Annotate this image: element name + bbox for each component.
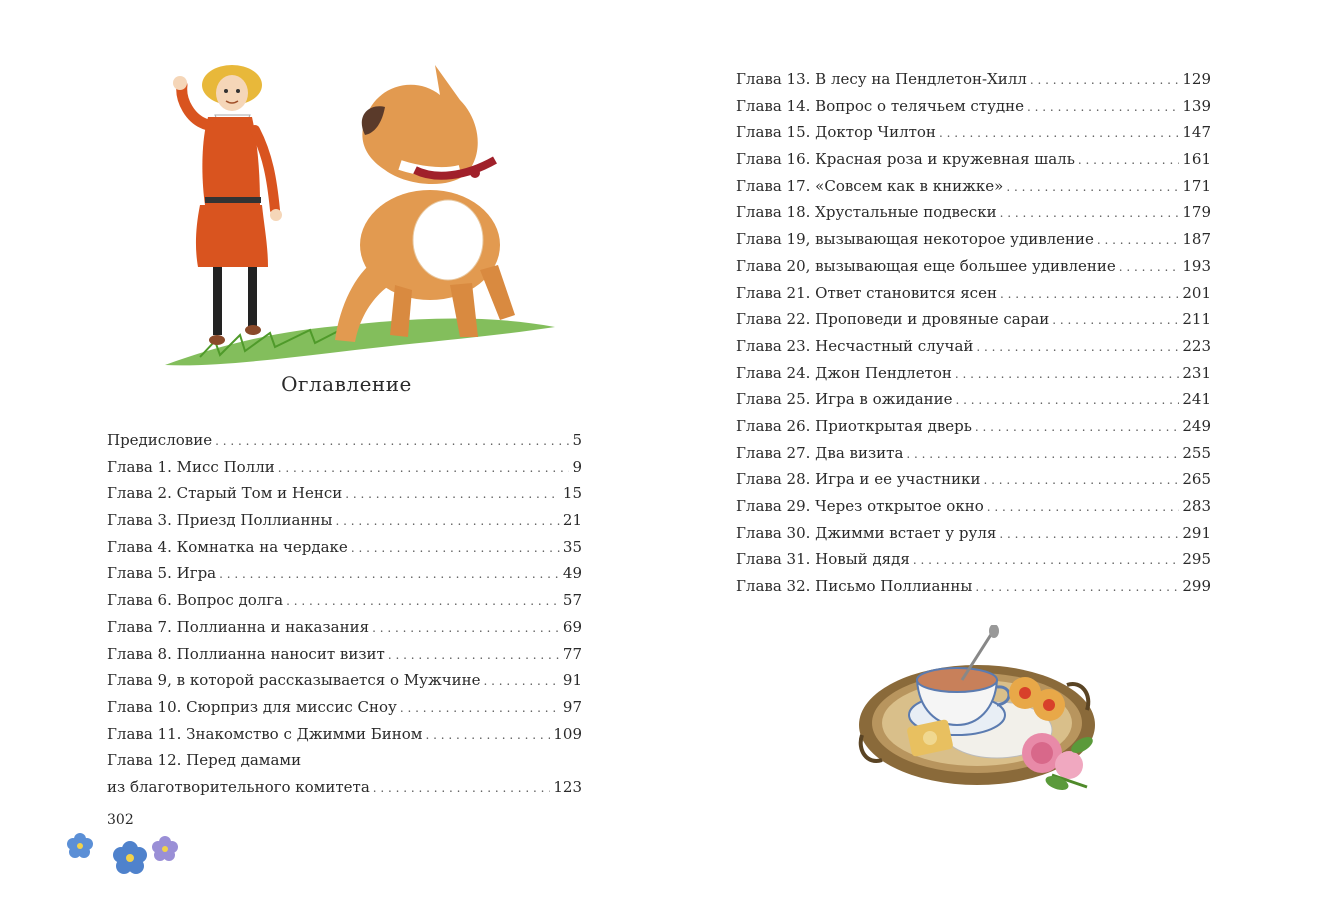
toc-entry-page: 123	[553, 777, 582, 796]
toc-leader-dots	[983, 467, 1179, 493]
toc-entry-label: Глава 19, вызывающая некоторое удивление	[736, 230, 1094, 249]
toc-entry-page: 295	[1182, 550, 1211, 569]
toc-leader-dots	[906, 441, 1179, 467]
toc-entry-label: Глава 11. Знакомство с Джимми Бином	[107, 724, 423, 743]
toc-entry-label: Глава 25. Игра в ожидание	[736, 390, 953, 409]
toc-entry[interactable]	[736, 546, 1211, 573]
toc-entry[interactable]	[736, 493, 1211, 520]
toc-leader-dots	[955, 361, 1179, 387]
toc-leader-dots	[975, 574, 1179, 600]
toc-leader-dots	[1119, 254, 1180, 280]
toc-entry[interactable]	[736, 173, 1211, 200]
toc-entry-page: 201	[1182, 283, 1211, 302]
toc-entry[interactable]	[107, 614, 582, 641]
toc-entry[interactable]	[736, 360, 1211, 387]
toc-entry-label: Глава 27. Два визита	[736, 443, 904, 462]
toc-leader-dots	[219, 561, 560, 587]
toc-leader-dots	[1000, 281, 1179, 307]
toc-leader-dots	[373, 775, 551, 801]
toc-entry-page: 171	[1182, 176, 1211, 195]
toc-entry[interactable]	[736, 253, 1211, 280]
toc-leader-dots	[975, 414, 1179, 440]
toc-leader-dots	[1052, 307, 1179, 333]
toc-entry-page: 161	[1182, 150, 1211, 169]
toc-entry[interactable]	[736, 306, 1211, 333]
toc-entry[interactable]	[736, 466, 1211, 493]
toc-entry-label: Глава 23. Несчастный случай	[736, 336, 974, 355]
toc-leader-dots	[913, 547, 1180, 573]
toc-leader-dots	[999, 521, 1179, 547]
toc-entry[interactable]	[107, 694, 582, 721]
toc-entry[interactable]	[736, 440, 1211, 467]
toc-entry[interactable]	[736, 146, 1211, 173]
toc-entry-page: 91	[562, 671, 582, 690]
toc-entry-page: 211	[1182, 310, 1211, 329]
toc-entry-label: Глава 10. Сюрприз для миссис Сноу	[107, 697, 397, 716]
toc-leader-dots	[1000, 200, 1180, 226]
toc-entry[interactable]	[736, 386, 1211, 413]
toc-leader-dots	[286, 588, 560, 614]
toc-leader-dots	[215, 428, 569, 454]
toc-entry[interactable]	[736, 280, 1211, 307]
toc-entry-page: 255	[1182, 443, 1211, 462]
toc-entry[interactable]	[107, 427, 582, 454]
toc-entry[interactable]	[736, 226, 1211, 253]
toc-entry[interactable]	[107, 641, 582, 668]
toc-leader-dots	[1078, 147, 1179, 173]
toc-entry-label: Глава 12. Перед дамами	[107, 751, 302, 770]
toc-entry[interactable]	[107, 667, 582, 694]
toc-entry-label: Глава 18. Хрустальные подвески	[736, 203, 997, 222]
toc-leader-dots	[372, 615, 560, 641]
toc-entry[interactable]	[107, 454, 582, 481]
toc-entry[interactable]	[736, 93, 1211, 120]
toc-entry-page: 231	[1182, 363, 1211, 382]
toc-entry-page: 15	[562, 484, 582, 503]
toc-entry-page: 97	[562, 697, 582, 716]
toc-leader-dots	[278, 455, 570, 481]
toc-entry-label: Глава 4. Комнатка на чердаке	[107, 537, 348, 556]
toc-entry[interactable]	[736, 413, 1211, 440]
toc-entry-page: 139	[1182, 96, 1211, 115]
toc-entry[interactable]	[736, 520, 1211, 547]
toc-entry-page: 129	[1182, 70, 1211, 88]
toc-entry[interactable]	[107, 587, 582, 614]
toc-entry-page: 187	[1182, 230, 1211, 249]
toc-entry-label: Глава 5. Игра	[107, 564, 217, 583]
toc-entry-label: Глава 8. Поллианна наносит визит	[107, 644, 385, 663]
toc-leader-dots	[1027, 94, 1179, 120]
right-page	[662, 0, 1324, 918]
toc-entry-page: 69	[562, 617, 582, 636]
tea-tray-illustration	[857, 625, 1117, 800]
toc-entry[interactable]	[107, 560, 582, 587]
toc-entry-page: 35	[562, 537, 582, 556]
toc-entry-label: Глава 31. Новый дядя	[736, 550, 910, 569]
toc-entry-label: Глава 13. В лесу на Пендлетон-Хилл	[736, 70, 1027, 88]
toc-entry-label: Глава 30. Джимми встает у руля	[736, 523, 997, 542]
toc-entry-label: Глава 26. Приоткрытая дверь	[736, 416, 972, 435]
toc-entry-page: 49	[562, 564, 582, 583]
toc-entry-label-continued: из благотворительного комитета	[107, 777, 370, 796]
toc-entry-label: Глава 7. Поллианна и наказания	[107, 617, 370, 636]
toc-leader-dots	[1097, 227, 1179, 253]
toc-entry[interactable]	[107, 480, 582, 507]
toc-entry-page: 109	[553, 724, 582, 743]
toc-leader-dots	[987, 494, 1180, 520]
toc-entry-label: Глава 16. Красная роза и кружевная шаль	[736, 150, 1075, 169]
toc-entry-label: Глава 17. «Совсем как в книжке»	[736, 176, 1004, 195]
toc-entry-page: 179	[1182, 203, 1211, 222]
toc-entry[interactable]	[107, 721, 582, 748]
page-number: 302	[107, 812, 134, 828]
toc-entry[interactable]	[107, 507, 582, 534]
toc-leader-dots	[351, 535, 560, 561]
toc-entry-page: 291	[1182, 523, 1211, 542]
toc-entry-label: Глава 24. Джон Пендлетон	[736, 363, 952, 382]
toc-leader-dots	[335, 508, 559, 534]
toc-leader-dots	[976, 334, 1179, 360]
toc-leader-dots	[484, 668, 560, 694]
toc-entry-page: 283	[1182, 497, 1211, 515]
toc-entry-label: Глава 2. Старый Том и Ненси	[107, 484, 343, 503]
toc-leader-dots	[345, 481, 560, 507]
toc-title: Оглавление	[281, 372, 412, 396]
toc-entry-page: 223	[1182, 336, 1211, 355]
toc-entry[interactable]	[736, 119, 1211, 146]
toc-leader-dots	[1006, 174, 1179, 200]
toc-entry-page: 265	[1182, 470, 1211, 489]
toc-entry-label: Глава 3. Приезд Поллианны	[107, 511, 333, 530]
toc-entry[interactable]	[736, 66, 1211, 93]
toc-entry[interactable]	[736, 333, 1211, 360]
toc-entry-page: 21	[562, 511, 582, 530]
toc-entry-label: Глава 22. Проповеди и дровяные сараи	[736, 310, 1050, 329]
toc-entry-label: Глава 6. Вопрос долга	[107, 591, 284, 610]
toc-list-left	[107, 427, 582, 801]
toc-entry-page: 241	[1182, 390, 1211, 409]
toc-leader-dots	[425, 722, 550, 748]
toc-entry[interactable]	[107, 747, 582, 800]
toc-leader-dots	[388, 642, 560, 668]
toc-entry-label: Глава 9, в которой рассказывается о Мужчине	[107, 671, 481, 690]
toc-entry-page: 299	[1182, 577, 1211, 596]
toc-leader-dots	[1030, 67, 1180, 93]
toc-entry-page: 5	[572, 431, 582, 449]
toc-leader-dots	[400, 695, 560, 721]
toc-entry-label: Глава 1. Мисс Полли	[107, 457, 275, 476]
toc-entry-label: Глава 29. Через открытое окно	[736, 497, 984, 515]
toc-entry-page: 249	[1182, 416, 1211, 435]
toc-entry-label: Глава 15. Доктор Чилтон	[736, 123, 936, 142]
girl-and-dog-illustration	[160, 45, 570, 375]
toc-entry-label: Глава 14. Вопрос о телячьем студне	[736, 96, 1025, 115]
toc-entry[interactable]	[107, 534, 582, 561]
toc-entry-label: Предисловие	[107, 431, 213, 449]
toc-leader-dots	[939, 120, 1179, 146]
toc-entry[interactable]	[736, 199, 1211, 226]
toc-list-right	[736, 66, 1211, 600]
forget-me-not-flowers-illustration	[62, 832, 187, 878]
toc-entry-line-2	[107, 774, 582, 801]
toc-entry-label: Глава 32. Письмо Поллианны	[736, 577, 973, 596]
toc-entry-page: 193	[1182, 256, 1211, 275]
toc-entry-label: Глава 20, вызывающая еще большее удивление	[736, 256, 1116, 275]
toc-entry-page: 77	[562, 644, 582, 663]
toc-entry-page: 9	[572, 457, 582, 476]
toc-entry-label: Глава 28. Игра и ее участники	[736, 470, 981, 489]
toc-entry-page: 57	[562, 591, 582, 610]
toc-entry-label: Глава 21. Ответ становится ясен	[736, 283, 997, 302]
toc-entry-page: 147	[1182, 123, 1211, 142]
toc-entry[interactable]	[736, 573, 1211, 600]
toc-leader-dots	[956, 387, 1180, 413]
